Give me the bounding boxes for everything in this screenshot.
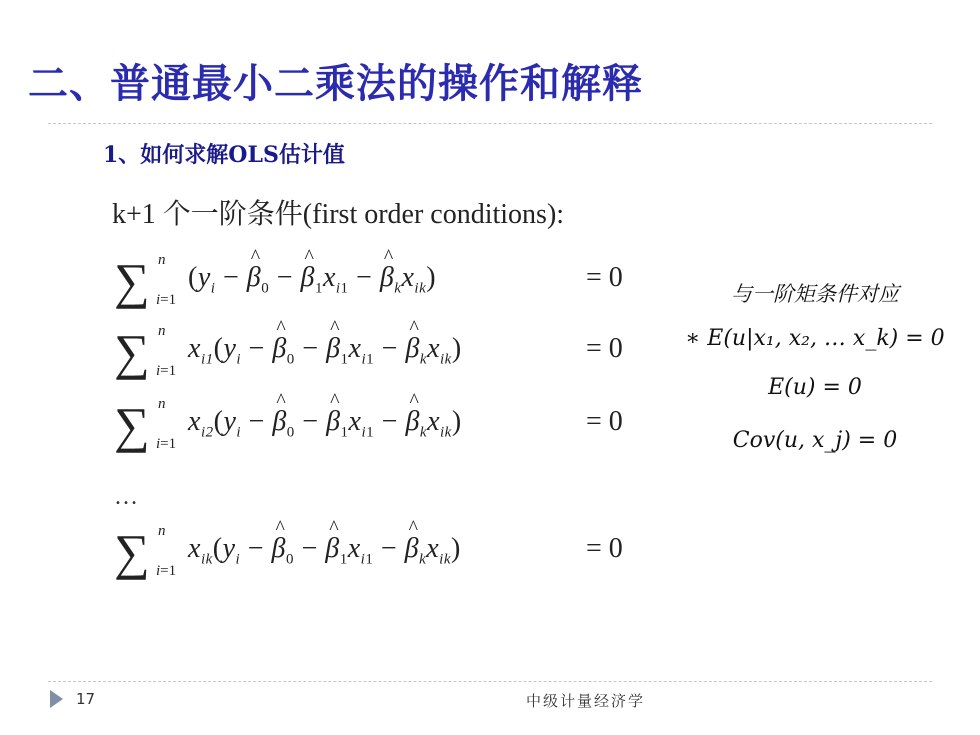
page-number: 17 bbox=[76, 690, 96, 708]
footer-course-name: 中级计量经济学 bbox=[526, 692, 646, 710]
equation-4 bbox=[114, 525, 654, 585]
sum-upper-limit: n bbox=[158, 323, 166, 339]
sum-upper-limit: n bbox=[158, 396, 166, 412]
title-divider bbox=[48, 123, 932, 124]
equation-rhs: = 0 bbox=[586, 406, 623, 437]
section-subtitle: 1、如何求解OLS估计值 bbox=[103, 142, 345, 168]
summation-symbol: ∑ bbox=[114, 324, 150, 380]
triangle-right-icon[interactable] bbox=[50, 690, 63, 708]
sum-lower-limit: i=1 bbox=[156, 292, 177, 308]
moment-condition-3: Cov(u, x_j) = 0 bbox=[732, 428, 898, 453]
equation-1 bbox=[114, 254, 654, 314]
sum-lower-limit: i=1 bbox=[156, 436, 177, 452]
equation-rhs: = 0 bbox=[586, 262, 623, 293]
moment-condition-2: E(u) = 0 bbox=[768, 375, 862, 400]
equation-body: $x_{ik}(y_i$ − ^ $\beta_0$ − ^ $\beta_1x_{i1}$ − ^ $\beta_kx_{ik}$) bbox=[188, 533, 461, 569]
summation-symbol: ∑ bbox=[114, 524, 150, 580]
intro-text: k+1 个一阶条件(first order conditions): bbox=[112, 199, 565, 230]
footer-divider bbox=[48, 681, 932, 682]
sum-lower-limit: i=1 bbox=[156, 363, 177, 379]
moment-condition-heading: 与一阶矩条件对应 bbox=[731, 282, 899, 306]
equation-body: ($y_i$ − ^ $\beta_0$ − ^ $\beta_1x_{i1}$ − ^ $\beta_kx_{ik}$) bbox=[188, 262, 436, 298]
equation-3 bbox=[114, 398, 654, 458]
equation-rhs: = 0 bbox=[586, 533, 623, 564]
sum-lower-limit: i=1 bbox=[156, 563, 177, 579]
summation-symbol: ∑ bbox=[114, 253, 150, 309]
slide-title: 二、普通最小二乘法的操作和解释 bbox=[28, 61, 643, 107]
ellipsis: … bbox=[114, 484, 138, 510]
summation-symbol: ∑ bbox=[114, 397, 150, 453]
equation-body: $x_{i2}(y_i$ − ^ $\beta_0$ − ^ $\beta_1x_{i1}$ − ^ $\beta_kx_{ik}$) bbox=[188, 406, 462, 442]
sum-upper-limit: n bbox=[158, 523, 166, 539]
equation-body: $x_{i1}(y_i$ − ^ $\beta_0$ − ^ $\beta_1x_{i1}$ − ^ $\beta_kx_{ik}$) bbox=[188, 333, 462, 369]
moment-condition-1: ∗ E(u|x₁, x₂, … x_k) = 0 bbox=[685, 326, 945, 351]
sum-upper-limit: n bbox=[158, 252, 166, 268]
equation-rhs: = 0 bbox=[586, 333, 623, 364]
equation-2 bbox=[114, 325, 654, 385]
